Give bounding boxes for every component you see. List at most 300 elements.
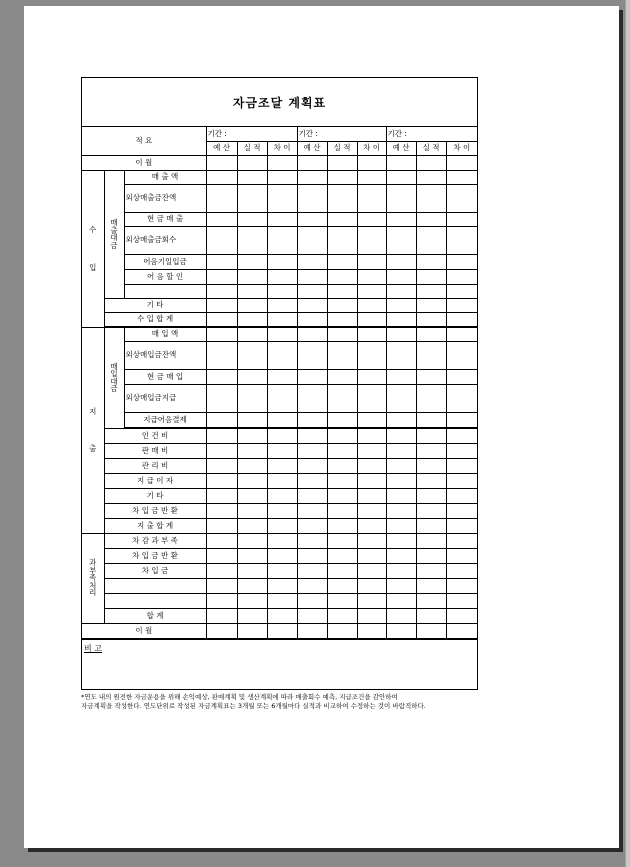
- value-cell: [297, 443, 327, 458]
- value-cell: [237, 473, 267, 488]
- value-cell: [446, 458, 477, 473]
- value-cell: [206, 170, 237, 184]
- value-cell: [357, 212, 386, 226]
- value-cell: [446, 623, 477, 638]
- value-cell: [297, 623, 327, 638]
- value-cell: [446, 563, 477, 578]
- purchase-group-text: 매 입 대 금: [110, 361, 118, 393]
- value-cell: [297, 269, 327, 284]
- income-group-label: [82, 170, 104, 327]
- value-cell: [416, 312, 446, 326]
- value-cell: [446, 341, 477, 369]
- vertical-scrollbar[interactable]: [625, 0, 630, 867]
- budget-header: 예 산: [386, 141, 416, 155]
- value-cell: [267, 533, 297, 548]
- table-row: [82, 184, 477, 212]
- value-cell: [206, 412, 237, 427]
- table-row: [82, 327, 477, 341]
- value-cell: [297, 226, 327, 254]
- value-cell: [446, 155, 477, 170]
- value-cell: [297, 593, 327, 608]
- value-cell: [446, 533, 477, 548]
- title-row: [82, 78, 477, 127]
- row-label: 지 급 이 자: [104, 473, 206, 488]
- fund-plan-form: [81, 77, 478, 690]
- value-cell: [357, 623, 386, 638]
- value-cell: [357, 327, 386, 341]
- expense-group-label: [82, 327, 104, 533]
- value-cell: [416, 458, 446, 473]
- value-cell: [297, 327, 327, 341]
- value-cell: [206, 428, 237, 443]
- value-cell: [237, 623, 267, 638]
- value-cell: [357, 312, 386, 326]
- value-cell: [206, 341, 237, 369]
- table-row: [82, 503, 477, 518]
- value-cell: [357, 341, 386, 369]
- row-label: 판 매 비: [104, 443, 206, 458]
- value-cell: [297, 563, 327, 578]
- value-cell: [327, 473, 357, 488]
- table-row: [82, 623, 477, 638]
- table-row: [82, 563, 477, 578]
- value-cell: [386, 608, 416, 623]
- value-cell: [446, 443, 477, 458]
- value-cell: [267, 473, 297, 488]
- value-cell: [416, 369, 446, 384]
- value-cell: [267, 412, 297, 427]
- value-cell: [446, 369, 477, 384]
- value-cell: [206, 623, 237, 638]
- value-cell: [267, 254, 297, 269]
- expense-group-text: 지 출: [89, 406, 97, 453]
- value-cell: [297, 212, 327, 226]
- value-cell: [416, 254, 446, 269]
- value-cell: [206, 593, 237, 608]
- value-cell: [206, 488, 237, 503]
- value-cell: [267, 548, 297, 563]
- value-cell: [386, 341, 416, 369]
- income-group-text: 수 입: [89, 225, 97, 272]
- value-cell: [357, 269, 386, 284]
- value-cell: [237, 503, 267, 518]
- value-cell: [327, 184, 357, 212]
- value-cell: [446, 298, 477, 312]
- value-cell: [446, 473, 477, 488]
- value-cell: [267, 443, 297, 458]
- value-cell: [237, 327, 267, 341]
- value-cell: [267, 327, 297, 341]
- value-cell: [327, 212, 357, 226]
- value-cell: [446, 608, 477, 623]
- value-cell: [327, 458, 357, 473]
- value-cell: [386, 212, 416, 226]
- value-cell: [357, 563, 386, 578]
- value-cell: [446, 384, 477, 412]
- table-row: [82, 212, 477, 226]
- value-cell: [297, 412, 327, 427]
- value-cell: [446, 226, 477, 254]
- value-cell: [206, 548, 237, 563]
- value-cell: [206, 327, 237, 341]
- value-cell: [297, 369, 327, 384]
- value-cell: [386, 298, 416, 312]
- value-cell: [267, 503, 297, 518]
- value-cell: [206, 298, 237, 312]
- row-label: 차 입 금: [104, 563, 206, 578]
- value-cell: [327, 226, 357, 254]
- expense-total-label: 지 출 합 계: [104, 518, 206, 533]
- value-cell: [237, 254, 267, 269]
- value-cell: [237, 298, 267, 312]
- table-row: [82, 284, 477, 298]
- value-cell: [297, 608, 327, 623]
- value-cell: [206, 155, 237, 170]
- row-label: 매 입 액: [124, 327, 206, 341]
- value-cell: [386, 548, 416, 563]
- table-row: [82, 298, 477, 312]
- value-cell: [237, 488, 267, 503]
- value-cell: [297, 458, 327, 473]
- value-cell: [357, 473, 386, 488]
- value-cell: [206, 212, 237, 226]
- period-header-row: [82, 127, 477, 141]
- sales-group-label: [104, 170, 124, 298]
- value-cell: [446, 428, 477, 443]
- value-cell: [206, 369, 237, 384]
- row-label: 어음기일입금: [124, 254, 206, 269]
- value-cell: [386, 226, 416, 254]
- value-cell: [386, 518, 416, 533]
- value-cell: [237, 518, 267, 533]
- value-cell: [327, 608, 357, 623]
- value-cell: [357, 170, 386, 184]
- table-row: [82, 518, 477, 533]
- table-row: [82, 593, 477, 608]
- value-cell: [237, 578, 267, 593]
- row-label: 차 감 과 부 족: [104, 533, 206, 548]
- value-cell: [237, 184, 267, 212]
- variance-header: 차 이: [267, 141, 297, 155]
- value-cell: [357, 518, 386, 533]
- value-cell: [386, 384, 416, 412]
- value-cell: [327, 503, 357, 518]
- value-cell: [327, 548, 357, 563]
- value-cell: [386, 369, 416, 384]
- value-cell: [416, 341, 446, 369]
- value-cell: [237, 443, 267, 458]
- value-cell: [416, 284, 446, 298]
- value-cell: [416, 212, 446, 226]
- table-row: [82, 458, 477, 473]
- value-cell: [327, 312, 357, 326]
- table-row: [82, 341, 477, 369]
- table-row: [82, 170, 477, 184]
- value-cell: [267, 488, 297, 503]
- value-cell: [206, 503, 237, 518]
- value-cell: [446, 518, 477, 533]
- value-cell: [206, 458, 237, 473]
- row-label: 차 입 금 반 환: [104, 548, 206, 563]
- value-cell: [416, 608, 446, 623]
- value-cell: [357, 578, 386, 593]
- value-cell: [357, 369, 386, 384]
- value-cell: [446, 503, 477, 518]
- value-cell: [297, 254, 327, 269]
- value-cell: [206, 184, 237, 212]
- value-cell: [416, 533, 446, 548]
- value-cell: [267, 608, 297, 623]
- value-cell: [357, 488, 386, 503]
- value-cell: [206, 608, 237, 623]
- actual-header: 실 적: [327, 141, 357, 155]
- row-label: [104, 593, 206, 608]
- value-cell: [237, 593, 267, 608]
- row-label: 현 금 매 출: [124, 212, 206, 226]
- period-2: 기간 :: [297, 127, 386, 141]
- value-cell: [237, 548, 267, 563]
- value-cell: [386, 184, 416, 212]
- value-cell: [357, 412, 386, 427]
- value-cell: [206, 384, 237, 412]
- value-cell: [416, 269, 446, 284]
- value-cell: [297, 284, 327, 298]
- table-row: [82, 384, 477, 412]
- remarks-label: 비 고: [84, 643, 102, 653]
- value-cell: [206, 518, 237, 533]
- value-cell: [297, 578, 327, 593]
- table-row: [82, 548, 477, 563]
- value-cell: [267, 155, 297, 170]
- value-cell: [357, 254, 386, 269]
- row-label: [124, 284, 206, 298]
- value-cell: [357, 548, 386, 563]
- value-cell: [237, 369, 267, 384]
- value-cell: [446, 412, 477, 427]
- actual-header: 실 적: [416, 141, 446, 155]
- value-cell: [416, 170, 446, 184]
- value-cell: [357, 155, 386, 170]
- table-row: [82, 608, 477, 623]
- value-cell: [327, 412, 357, 427]
- value-cell: [297, 548, 327, 563]
- value-cell: [357, 503, 386, 518]
- footnote: [81, 693, 521, 711]
- value-cell: [357, 608, 386, 623]
- carryover-label: 이 월: [82, 155, 206, 170]
- value-cell: [446, 170, 477, 184]
- period-1: 기간 :: [206, 127, 297, 141]
- value-cell: [267, 226, 297, 254]
- value-cell: [386, 578, 416, 593]
- value-cell: [327, 269, 357, 284]
- value-cell: [206, 284, 237, 298]
- value-cell: [446, 312, 477, 326]
- value-cell: [237, 458, 267, 473]
- value-cell: [297, 503, 327, 518]
- value-cell: [386, 473, 416, 488]
- value-cell: [446, 254, 477, 269]
- value-cell: [446, 284, 477, 298]
- value-cell: [386, 593, 416, 608]
- deficit-group-label: [82, 533, 104, 623]
- value-cell: [327, 563, 357, 578]
- value-cell: [357, 533, 386, 548]
- deficit-group-text: 과 부 족 처 리: [89, 558, 97, 598]
- table-row: [82, 533, 477, 548]
- row-label: 기 타: [104, 488, 206, 503]
- value-cell: [386, 533, 416, 548]
- value-cell: [267, 341, 297, 369]
- value-cell: [386, 269, 416, 284]
- value-cell: [267, 269, 297, 284]
- value-cell: [327, 254, 357, 269]
- income-total-label: 수 입 합 계: [104, 312, 206, 326]
- value-cell: [357, 428, 386, 443]
- value-cell: [297, 473, 327, 488]
- value-cell: [386, 563, 416, 578]
- fund-plan-table: [82, 127, 477, 639]
- row-label: 외상매입금잔액: [124, 341, 206, 369]
- row-label: 인 건 비: [104, 428, 206, 443]
- value-cell: [267, 563, 297, 578]
- value-cell: [416, 593, 446, 608]
- value-cell: [237, 428, 267, 443]
- table-row: [82, 578, 477, 593]
- table-row: [82, 155, 477, 170]
- table-row: [82, 312, 477, 326]
- value-cell: [327, 341, 357, 369]
- value-cell: [416, 298, 446, 312]
- value-cell: [237, 312, 267, 326]
- row-label: 기 타: [104, 298, 206, 312]
- value-cell: [386, 428, 416, 443]
- value-cell: [297, 155, 327, 170]
- value-cell: [327, 518, 357, 533]
- table-row: [82, 369, 477, 384]
- value-cell: [386, 155, 416, 170]
- variance-header: 차 이: [446, 141, 477, 155]
- value-cell: [416, 488, 446, 503]
- document-page: [24, 6, 619, 848]
- value-cell: [327, 284, 357, 298]
- value-cell: [237, 533, 267, 548]
- value-cell: [327, 327, 357, 341]
- value-cell: [386, 623, 416, 638]
- value-cell: [267, 184, 297, 212]
- value-cell: [206, 443, 237, 458]
- value-cell: [267, 212, 297, 226]
- value-cell: [357, 184, 386, 212]
- value-cell: [386, 170, 416, 184]
- value-cell: [416, 548, 446, 563]
- value-cell: [446, 548, 477, 563]
- value-cell: [206, 578, 237, 593]
- value-cell: [327, 170, 357, 184]
- row-label: [104, 578, 206, 593]
- value-cell: [327, 298, 357, 312]
- carryover-bottom-label: 이 월: [82, 623, 206, 638]
- value-cell: [237, 212, 267, 226]
- value-cell: [206, 563, 237, 578]
- value-cell: [267, 458, 297, 473]
- value-cell: [327, 384, 357, 412]
- value-cell: [327, 488, 357, 503]
- deficit-total-label: 합 계: [104, 608, 206, 623]
- value-cell: [327, 578, 357, 593]
- value-cell: [237, 412, 267, 427]
- value-cell: [237, 155, 267, 170]
- value-cell: [357, 443, 386, 458]
- value-cell: [357, 458, 386, 473]
- value-cell: [206, 254, 237, 269]
- value-cell: [446, 593, 477, 608]
- table-row: [82, 412, 477, 427]
- table-row: [82, 428, 477, 443]
- table-row: [82, 254, 477, 269]
- value-cell: [297, 488, 327, 503]
- purchase-group-label: [104, 327, 124, 428]
- value-cell: [297, 384, 327, 412]
- value-cell: [416, 184, 446, 212]
- value-cell: [357, 384, 386, 412]
- summary-header: 적 요: [82, 127, 206, 155]
- value-cell: [267, 623, 297, 638]
- value-cell: [386, 254, 416, 269]
- value-cell: [237, 384, 267, 412]
- value-cell: [267, 170, 297, 184]
- value-cell: [297, 341, 327, 369]
- value-cell: [297, 428, 327, 443]
- value-cell: [267, 578, 297, 593]
- value-cell: [297, 312, 327, 326]
- row-label: 외상매출금잔액: [124, 184, 206, 212]
- budget-header: 예 산: [297, 141, 327, 155]
- value-cell: [446, 269, 477, 284]
- value-cell: [416, 443, 446, 458]
- value-cell: [297, 170, 327, 184]
- value-cell: [416, 412, 446, 427]
- value-cell: [386, 327, 416, 341]
- value-cell: [386, 312, 416, 326]
- table-row: [82, 443, 477, 458]
- value-cell: [357, 284, 386, 298]
- footnote-line: 자금계획을 작성한다. 연도단위로 작성된 자금계획표는 3개월 또는 6개월마다 실적과 비교하여 수정하는 것이 바람직하다.: [81, 702, 426, 710]
- value-cell: [267, 312, 297, 326]
- value-cell: [327, 369, 357, 384]
- table-row: [82, 226, 477, 254]
- value-cell: [237, 608, 267, 623]
- row-label: 외상매입금지급: [124, 384, 206, 412]
- value-cell: [357, 593, 386, 608]
- value-cell: [297, 518, 327, 533]
- value-cell: [386, 412, 416, 427]
- value-cell: [327, 443, 357, 458]
- value-cell: [267, 593, 297, 608]
- value-cell: [237, 284, 267, 298]
- value-cell: [416, 428, 446, 443]
- value-cell: [386, 443, 416, 458]
- value-cell: [416, 623, 446, 638]
- period-3: 기간 :: [386, 127, 477, 141]
- value-cell: [297, 184, 327, 212]
- value-cell: [327, 593, 357, 608]
- value-cell: [416, 578, 446, 593]
- value-cell: [386, 503, 416, 518]
- value-cell: [416, 563, 446, 578]
- value-cell: [267, 428, 297, 443]
- value-cell: [386, 488, 416, 503]
